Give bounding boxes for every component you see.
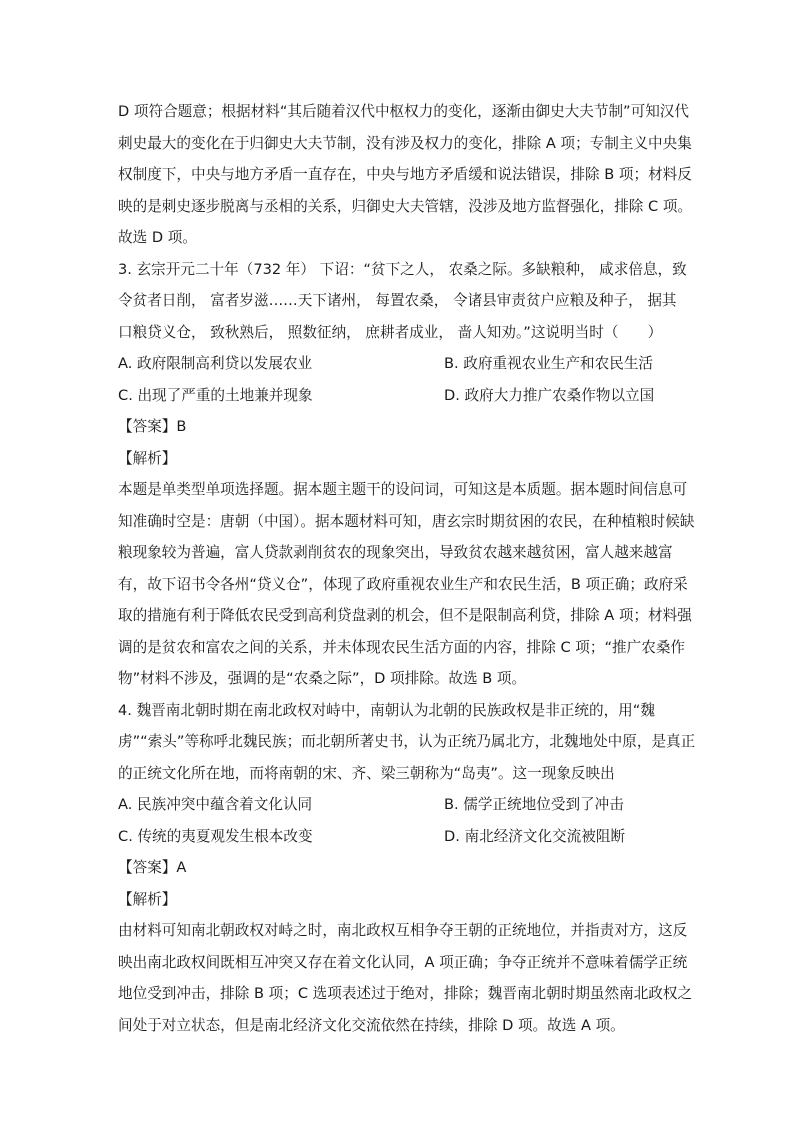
text-line: D 项符合题意；根据材料“其后随着汉代中枢权力的变化，逐渐由御史大夫节制”可知汉代: [118, 103, 689, 120]
answer-label: 【答案】A: [118, 859, 187, 876]
question-3: [118, 254, 695, 695]
analysis-line: 映出南北政权间既相互冲突又存在着文化认同，A 项正确；争夺正统并不意味着儒学正统: [118, 953, 688, 971]
options-row: [118, 348, 678, 380]
text-line: 映的是刺史逐步脱离与丞相的关系，归御史大夫管辖，没涉及地方监督强化，排除 C 项。: [118, 197, 693, 215]
option-c: C. 出现了严重的土地兼并现象: [118, 386, 313, 404]
analysis-line: 物”材料不涉及，强调的是“农桑之际”，D 项排除。故选 B 项。: [118, 670, 527, 687]
option-d: D. 南北经济文化交流被阻断: [444, 827, 626, 845]
analysis-line: 粮现象较为普遍，富人贷款剥削贫农的现象突出，导致贫农越来越贫困，富人越来越富: [118, 544, 673, 561]
text-line: 刺史最大的变化在于归御史大夫节制，没有涉及权力的变化，排除 A 项；专制主义中央集: [118, 134, 692, 152]
analysis-line: 由材料可知南北朝政权对峙之时，南北政权互相争夺王朝的正统地位，并指责对方，这反: [118, 922, 688, 939]
analysis-line: 调的是贫农和富农之间的关系，并未体现农民生活方面的内容，排除 C 项；“推广农桑作: [118, 638, 686, 656]
question-4: [118, 695, 696, 1042]
analysis-line: 有，故下诏书令各州“贷义仓”，体现了政府重视农业生产和农民生活，B 项正确；政府采: [118, 575, 688, 593]
question-stem-line: 4. 魏晋南北朝时期在南北政权对峙中，南朝认为北朝的民族政权是非正统的，用“魏: [118, 701, 655, 719]
question-stem-line: 3. 玄宗开元二十年（732 年） 下诏：“贫下之人， 农桑之际。多缺粮种， 咸求倍息，致: [118, 260, 687, 278]
question-stem-line: 口粮贷义仓， 致秋熟后， 照数征纳， 庶耕者成业， 啬人知劝。”这说明当时（ ）: [118, 323, 663, 341]
analysis-label: 【解析】: [118, 890, 177, 908]
analysis-line: 取的措施有利于降低农民受到高利贷盘剥的机会，但不是限制高利贷，排除 A 项；材料强: [118, 607, 692, 624]
options-row: [118, 821, 678, 853]
option-a: A. 政府限制高利贷以发展农业: [118, 355, 313, 372]
question-stem-line: 令贫者日削， 富者岁滋……天下诸州， 每置农桑， 令诸县审责贫户应粮及种子， 据其: [118, 292, 677, 309]
option-b: B. 政府重视农业生产和农民生活: [444, 355, 654, 372]
analysis-line: 知准确时空是：唐朝（中国）。据本题材料可知，唐玄宗时期贫困的农民，在种植粮时候缺: [118, 512, 695, 530]
option-b: B. 儒学正统地位受到了冲击: [444, 796, 624, 813]
question-stem-line: 的正统文化所在地，而将南朝的宋、齐、梁三朝称为“岛夷”。这一现象反映出: [118, 764, 615, 782]
text-line: 权制度下，中央与地方矛盾一直存在，中央与地方矛盾缓和说法错误，排除 B 项；材料反: [118, 166, 692, 183]
page-content: [118, 96, 696, 1041]
analysis-line: 地位受到冲击，排除 B 项；C 选项表述过于绝对，排除；魏晋南北朝时期虽然南北政权之: [118, 985, 693, 1002]
question-stem-line: 虏”“索头”等称呼北魏民族；而北朝所著史书，认为正统乃属北方，北魏地处中原，是真正: [118, 733, 696, 750]
text-line: 故选 D 项。: [118, 229, 197, 246]
analysis-label: 【解析】: [118, 449, 177, 467]
previous-analysis: [118, 96, 693, 254]
option-d: D. 政府大力推广农桑作物以立国: [444, 386, 655, 404]
option-c: C. 传统的夷夏观发生根本改变: [118, 827, 313, 845]
answer-label: 【答案】B: [118, 418, 187, 435]
options-row: [118, 380, 678, 412]
options-row: [118, 789, 678, 821]
option-a: A. 民族冲突中蕴含着文化认同: [118, 796, 313, 813]
analysis-line: 本题是单类型单项选择题。据本题主题干的设问词，可知这是本质题。据本题时间信息可: [118, 481, 688, 498]
analysis-line: 间处于对立状态，但是南北经济文化交流依然在持续，排除 D 项。故选 A 项。: [118, 1016, 625, 1034]
